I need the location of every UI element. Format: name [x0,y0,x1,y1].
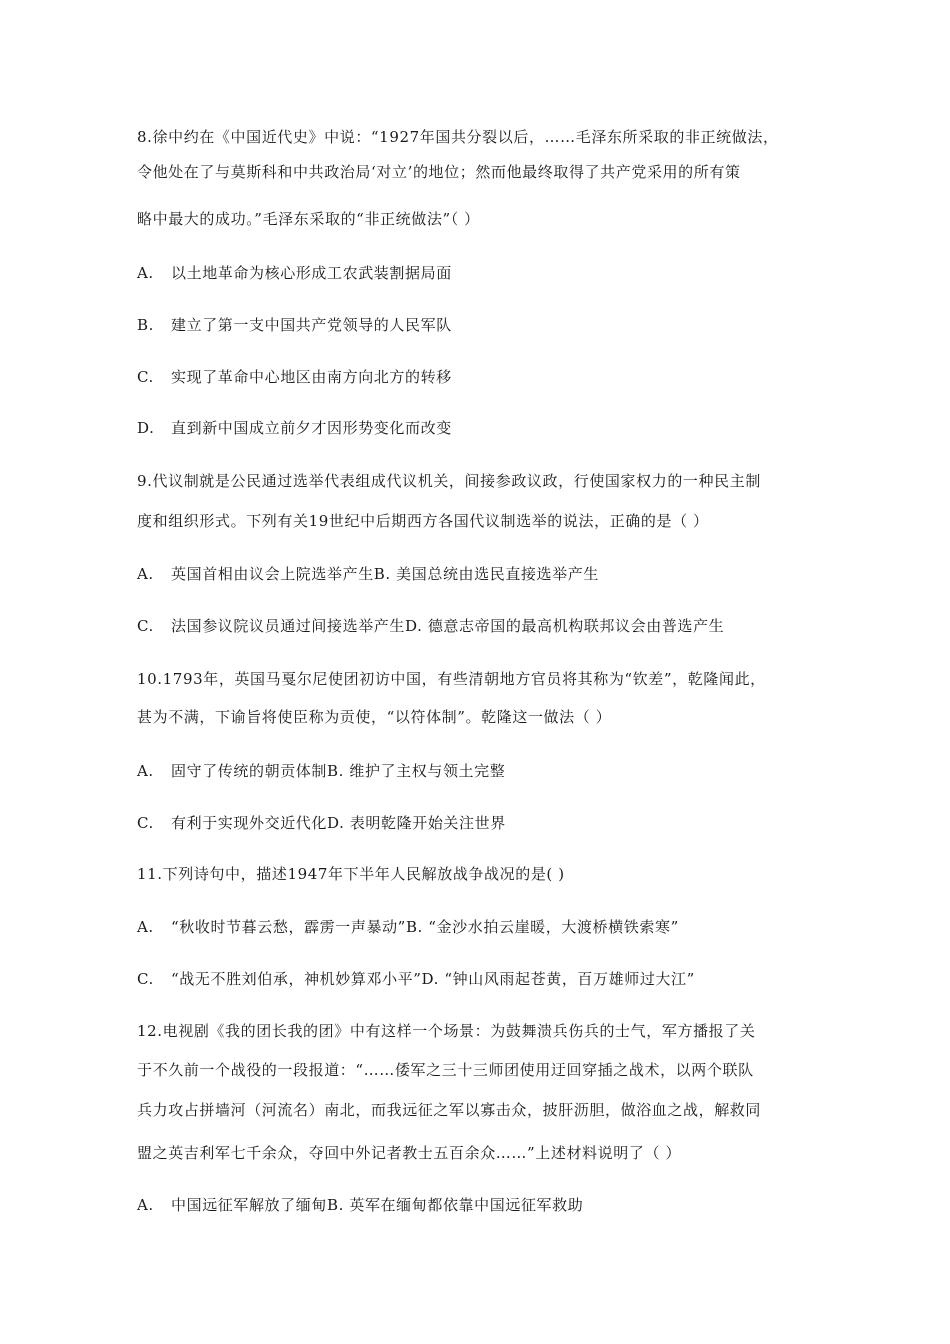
question-12-option-ab [137,1194,583,1215]
question-12-line-2: 于不久前一个战役的一段报道：“……倭军之三十三师团使用迂回穿插之战术，以两个联队 [137,1061,754,1079]
option-text: “秋收时节暮云愁，霹雳一声暴动”B. “金沙水拍云崖暖，大渡桥横铁索寒” [171,918,679,936]
question-8-line-2: 令他处在了与莫斯科和中共政治局‘对立’的地位；然而他最终取得了共产党采用的所有策 [137,163,741,181]
question-9-option-cd [137,615,724,636]
option-text: 中国远征军解放了缅甸B. 英军在缅甸都依靠中国远征军救助 [171,1196,584,1214]
option-letter: A. [137,264,154,282]
option-letter: C. [137,970,154,988]
question-8-line-3: 略中最大的成功。”毛泽东采取的“非正统做法”（ ） [137,210,480,228]
question-12-line-1: 12.电视剧《我的团长我的团》中有这样一个场景：为鼓舞溃兵伤兵的士气，军方播报了关 [137,1022,756,1040]
question-11-option-ab [137,916,679,937]
option-letter: D. [137,419,155,437]
question-8-option-a [137,262,452,283]
question-9-line-1: 9.代议制就是公民通过选举代表组成代议机关，间接参政议政，行使国家权力的一种民主制 [137,472,761,490]
option-letter: C. [137,617,154,635]
question-10-line-2: 甚为不满，下谕旨将使臣称为贡使，“以符体制”。乾隆这一做法（ ） [137,708,612,726]
question-10-option-ab [137,760,505,781]
option-letter: A. [137,918,154,936]
option-letter: C. [137,368,154,386]
option-text: 法国参议院议员通过间接选举产生D. 德意志帝国的最高机构联邦议会由普选产生 [171,617,725,635]
option-letter: B. [137,316,154,334]
option-letter: A. [137,762,154,780]
question-8-option-b [137,314,452,335]
question-8-option-d [137,417,452,438]
question-10-option-cd [137,812,506,833]
option-text: 实现了革命中心地区由南方向北方的转移 [171,368,452,386]
question-12-line-3: 兵力攻占拼墙河（河流名）南北，而我远征之军以寡击众，披肝沥胆，做浴血之战，解救同 [137,1101,762,1119]
question-9-line-2: 度和组织形式。下列有关19世纪中后期西方各国代议制选举的说法，正确的是（ ） [137,512,709,530]
option-text: 建立了第一支中国共产党领导的人民军队 [171,316,452,334]
option-text: 直到新中国成立前夕才因形势变化而改变 [171,419,452,437]
option-text: 有利于实现外交近代化D. 表明乾隆开始关注世界 [171,814,506,832]
question-12-line-4: 盟之英吉利军七千余众，夺回中外记者教士五百余众……”上述材料说明了（ ） [137,1144,682,1162]
option-text: 以土地革命为核心形成工农武装割据局面 [171,264,452,282]
question-9-option-ab [137,563,599,584]
option-letter: A. [137,1196,154,1214]
option-text: 固守了传统的朝贡体制B. 维护了主权与领土完整 [171,762,506,780]
option-text: “战无不胜刘伯承，神机妙算邓小平”D. “钟山风雨起苍黄，百万雄师过大江” [171,970,695,988]
option-text: 英国首相由议会上院选举产生B. 美国总统由选民直接选举产生 [171,565,599,583]
option-letter: C. [137,814,154,832]
question-8-line-1: 8.徐中约在《中国近代史》中说：“1927年国共分裂以后，……毛泽东所采取的非正统做法， [137,128,779,146]
option-letter: A. [137,565,154,583]
question-8-option-c [137,366,452,387]
question-10-line-1: 10.1793年，英国马戛尔尼使团初访中国，有些清朝地方官员将其称为“钦差”，乾隆闻此， [137,670,766,688]
question-11-option-cd [137,968,695,989]
question-11-line-1: 11.下列诗句中，描述1947年下半年人民解放战争战况的是( ) [137,865,565,883]
